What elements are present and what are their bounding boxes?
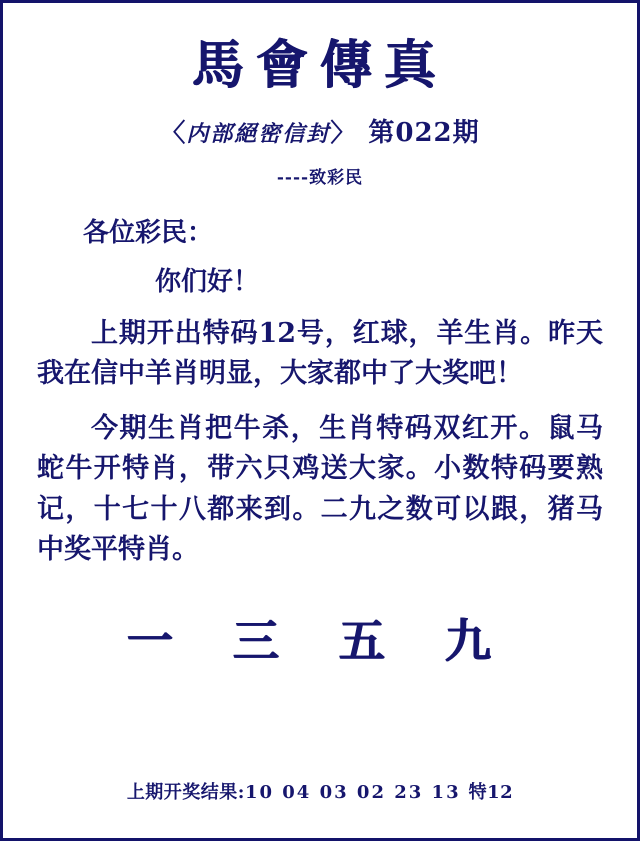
results-label: 上期开奖结果: (126, 782, 245, 803)
paragraph-two: 今期生肖把牛杀，生肖特码双红开。鼠马蛇牛开特肖，带六只鸡送大家。小数特码要熟记，十七十八都来到。二九之数可以跟，猪马中奖平特肖。 (37, 412, 603, 566)
paragraph-one: 上期开出特码12号，红球，羊生肖。昨天我在信中羊肖明显，大家都中了大奖吧！ (37, 317, 603, 390)
dedication-line: ----致彩民 (276, 167, 364, 188)
results-special: 特12 (468, 782, 514, 803)
previous-results-footer (3, 778, 637, 804)
letter-body (37, 214, 603, 571)
bracket-close: 〉 (330, 117, 357, 147)
results-numbers: 10 04 03 02 23 13 (244, 782, 461, 803)
page-title: 馬會傳真 (191, 35, 448, 96)
subtitle-row (37, 112, 603, 149)
bracket-open: 〈 (160, 117, 187, 147)
greeting-line: 各位彩民： (83, 217, 214, 248)
issue-number: 第022期 (368, 117, 480, 148)
secret-envelope-label: 内部絕密信封 (186, 120, 331, 147)
lucky-numbers: 一 三 五 九 (126, 613, 514, 668)
document-content (3, 3, 637, 838)
hello-line: 你们好！ (155, 266, 260, 297)
